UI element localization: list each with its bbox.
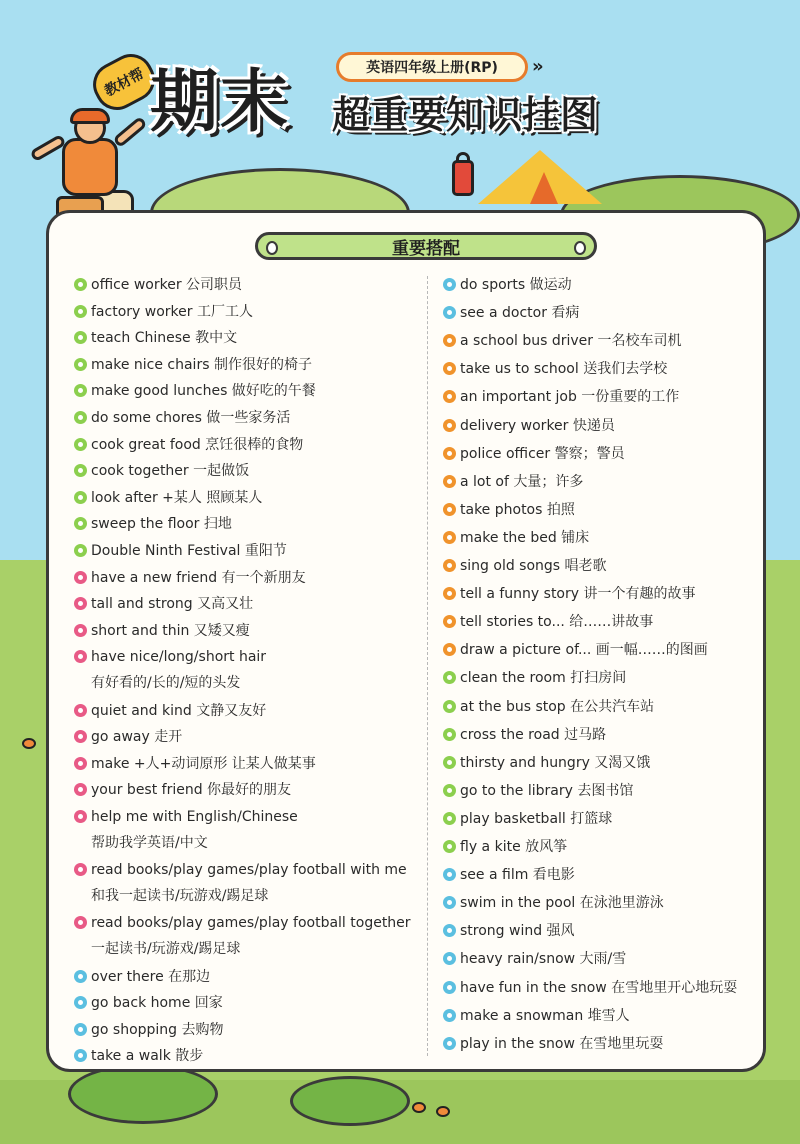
bullet-icon: [74, 491, 87, 504]
page-title: 期末: [150, 63, 291, 142]
list-item: [443, 441, 625, 467]
phrase-text: [91, 857, 407, 909]
bullet-icon: [74, 438, 87, 451]
list-item: [74, 405, 290, 431]
list-item: [74, 990, 223, 1016]
phrase-line: thirsty and hungry 又渴又饿: [460, 754, 651, 771]
phrase-line: tell stories to... 给……讲故事: [460, 614, 654, 631]
list-item: [74, 565, 306, 591]
phrase-line: an important job 一份重要的工作: [460, 389, 680, 406]
grade-label: 英语四年级上册(RP): [336, 52, 528, 82]
list-item: [74, 1017, 224, 1043]
phrase-line: see a doctor 看病: [460, 305, 580, 322]
list-item: [443, 609, 653, 635]
bullet-icon: [443, 334, 456, 347]
phrase-text: [460, 862, 575, 888]
phrase-text: [460, 609, 653, 635]
list-item: [74, 964, 210, 990]
bullet-icon: [74, 783, 87, 796]
bullet-icon: [443, 756, 456, 769]
phrase-line: strong wind 强风: [460, 923, 575, 940]
list-item: [74, 378, 316, 404]
list-item: [74, 432, 303, 458]
list-item: [443, 384, 679, 410]
bullet-icon: [74, 1049, 87, 1062]
bullet-icon: [443, 924, 456, 937]
list-item: [74, 724, 182, 750]
phrase-text: [91, 804, 298, 856]
phrase-text: [91, 432, 303, 458]
phrase-text: [91, 325, 237, 351]
tent-door: [530, 172, 558, 204]
bullet-icon: [443, 306, 456, 319]
bullet-icon: [74, 597, 87, 610]
lantern-icon: [452, 160, 474, 196]
phrase-line: quiet and kind 文静又友好: [91, 702, 267, 719]
list-item: [74, 804, 298, 856]
bullet-icon: [443, 1037, 456, 1050]
bullet-icon: [443, 671, 456, 684]
list-item: [74, 777, 291, 803]
bullet-icon: [443, 1009, 456, 1022]
phrase-line: cross the road 过马路: [460, 726, 607, 743]
phrase-text: [91, 378, 316, 404]
phrase-line: play basketball 打篮球: [460, 810, 613, 827]
phrase-line: office worker 公司职员: [91, 277, 243, 293]
phrase-text: [91, 1017, 224, 1043]
phrase-text: [460, 525, 589, 551]
list-item: [443, 525, 589, 551]
bullet-icon: [74, 358, 87, 371]
list-item: [443, 553, 607, 579]
phrase-line: short and thin 又矮又瘦: [91, 622, 250, 639]
phrase-line: tell a funny story 讲一个有趣的故事: [460, 586, 696, 603]
phrase-line: a school bus driver 一名校车司机: [460, 333, 682, 350]
list-item: [443, 778, 633, 804]
bullet-icon: [74, 650, 87, 663]
phrase-text: [460, 1031, 663, 1057]
list-item: [74, 272, 242, 298]
bullet-icon: [443, 728, 456, 741]
phrase-line: read books/play games/play football together: [91, 915, 411, 932]
list-item: [443, 918, 575, 944]
phrase-line: make nice chairs 制作很好的椅子: [91, 356, 312, 373]
phrase-text: [91, 352, 312, 378]
phrase-text: [91, 910, 411, 962]
bullet-icon: [443, 447, 456, 460]
bullet-icon: [443, 840, 456, 853]
phrase-text: [460, 694, 654, 720]
phrase-line: heavy rain/snow 大雨/雪: [460, 951, 627, 968]
phrase-line: take a walk 散步: [91, 1048, 204, 1065]
person-illustration-body: [62, 138, 118, 196]
bullet-icon: [74, 704, 87, 717]
bullet-icon: [443, 615, 456, 628]
phrase-text: [460, 637, 708, 663]
list-item: [74, 485, 262, 511]
bullet-icon: [443, 419, 456, 432]
bullet-icon: [74, 411, 87, 424]
list-item: [443, 665, 626, 691]
bullet-icon: [443, 531, 456, 544]
phrase-line: help me with English/Chinese: [91, 809, 298, 825]
list-item: [443, 1003, 630, 1029]
phrase-line: draw a picture of... 画一幅……的图画: [460, 642, 708, 659]
list-item: [443, 469, 583, 495]
phrase-text: [91, 299, 253, 325]
phrase-text: [460, 300, 579, 326]
phrase-text: [460, 975, 737, 1001]
egg-decoration: [22, 738, 36, 749]
phrase-text: [91, 565, 306, 591]
phrase-text: [460, 665, 626, 691]
phrase-text: [460, 834, 567, 860]
list-item: [74, 325, 237, 351]
bullet-icon: [74, 517, 87, 530]
phrase-translation: 有好看的/长的/短的头发: [91, 675, 241, 692]
phrase-text: [91, 724, 182, 750]
bullet-icon: [74, 384, 87, 397]
list-item: [443, 300, 579, 326]
bullet-icon: [74, 464, 87, 477]
list-item: [443, 750, 650, 776]
bullet-icon: [74, 1023, 87, 1036]
list-item: [74, 698, 266, 724]
bullet-icon: [443, 952, 456, 965]
phrase-line: tall and strong 又高又壮: [91, 596, 254, 613]
phrase-line: go to the library 去图书馆: [460, 782, 634, 799]
phrase-text: [460, 328, 682, 354]
list-item: [443, 328, 682, 354]
phrase-line: police officer 警察；警员: [460, 445, 625, 462]
phrase-line: make the bed 铺床: [460, 529, 590, 546]
phrase-text: [91, 405, 290, 431]
list-item: [74, 352, 312, 378]
list-item: [443, 862, 575, 888]
phrase-text: [91, 777, 291, 803]
bullet-icon: [443, 559, 456, 572]
bush-decoration: [290, 1076, 410, 1126]
phrase-text: [91, 591, 253, 617]
phrase-line: have fun in the snow 在雪地里开心地玩耍: [460, 979, 738, 996]
list-item: [74, 538, 287, 564]
phrase-line: have a new friend 有一个新朋友: [91, 569, 306, 586]
phrase-line: fly a kite 放风筝: [460, 839, 568, 855]
list-item: [443, 581, 695, 607]
phrase-line: take photos 拍照: [460, 501, 575, 518]
phrase-line: factory worker 工厂工人: [91, 303, 253, 320]
phrase-line: read books/play games/play football with me: [91, 862, 407, 879]
brand-badge: 教材帮: [85, 46, 162, 117]
bullet-icon: [74, 571, 87, 584]
phrase-text: [91, 698, 266, 724]
phrase-line: swim in the pool 在泳池里游泳: [460, 895, 664, 912]
phrase-line: sweep the floor 扫地: [91, 516, 232, 533]
bullet-icon: [443, 475, 456, 488]
phrase-line: cook great food 烹饪很棒的食物: [91, 436, 304, 453]
list-item: [443, 497, 575, 523]
phrase-text: [460, 441, 625, 467]
phrase-line: go back home 回家: [91, 995, 223, 1012]
list-item: [74, 751, 316, 777]
phrase-line: make a snowman 堆雪人: [460, 1007, 630, 1024]
phrase-text: [460, 581, 695, 607]
phrase-line: Double Ninth Festival 重阳节: [91, 543, 287, 559]
list-item: [74, 458, 249, 484]
list-item: [443, 946, 626, 972]
phrase-text: [91, 1043, 203, 1069]
phrase-line: a lot of 大量；许多: [460, 473, 584, 490]
phrase-line: go shopping 去购物: [91, 1021, 224, 1038]
bullet-icon: [74, 996, 87, 1009]
phrase-text: [91, 618, 250, 644]
bullet-icon: [443, 981, 456, 994]
bullet-icon: [74, 916, 87, 929]
list-item: [443, 806, 612, 832]
phrase-text: [460, 356, 667, 382]
phrase-line: do sports 做运动: [460, 277, 572, 293]
phrase-text: [460, 806, 612, 832]
bullet-icon: [443, 700, 456, 713]
list-item: [74, 511, 232, 537]
phrase-text: [460, 918, 575, 944]
bullet-icon: [443, 278, 456, 291]
bullet-icon: [443, 812, 456, 825]
list-item: [74, 299, 253, 325]
phrase-translation: 帮助我学英语/中文: [91, 835, 208, 851]
bullet-icon: [74, 757, 87, 770]
column-divider: [427, 276, 428, 1056]
bullet-icon: [443, 643, 456, 656]
phrase-text: [460, 946, 626, 972]
phrase-line: play in the snow 在雪地里玩耍: [460, 1035, 664, 1052]
phrase-translation: 和我一起读书/玩游戏/踢足球: [91, 888, 269, 905]
bullet-icon: [74, 810, 87, 823]
list-item: [443, 975, 737, 1001]
phrase-line: see a film 看电影: [460, 867, 575, 884]
phrase-line: take us to school 送我们去学校: [460, 361, 668, 378]
phrase-line: go away 走开: [91, 729, 183, 746]
list-item: [443, 834, 567, 860]
list-item: [443, 356, 667, 382]
phrase-line: your best friend 你最好的朋友: [91, 782, 292, 799]
phrase-line: at the bus stop 在公共汽车站: [460, 698, 655, 715]
phrase-line: cook together 一起做饭: [91, 463, 250, 480]
person-illustration-hat: [70, 108, 110, 124]
bullet-icon: [443, 362, 456, 375]
phrase-line: delivery worker 快递员: [460, 417, 615, 434]
phrase-text: [460, 722, 606, 748]
phrase-translation: 一起读书/玩游戏/踢足球: [91, 941, 241, 958]
list-item: [74, 910, 411, 962]
phrase-line: teach Chinese 教中文: [91, 330, 238, 347]
phrase-line: over there 在那边: [91, 968, 211, 985]
bullet-icon: [74, 305, 87, 318]
list-item: [443, 1031, 663, 1057]
phrase-text: [460, 384, 679, 410]
list-item: [443, 890, 664, 916]
egg-decoration: [412, 1102, 426, 1113]
list-item: [443, 694, 654, 720]
bullet-icon: [443, 503, 456, 516]
list-item: [443, 637, 708, 663]
phrase-line: have nice/long/short hair: [91, 649, 267, 666]
bullet-icon: [443, 868, 456, 881]
bullet-icon: [443, 784, 456, 797]
phrase-text: [460, 1003, 630, 1029]
list-item: [443, 722, 606, 748]
section-title: 重要搭配: [255, 232, 597, 260]
bullet-icon: [74, 544, 87, 557]
bullet-icon: [443, 896, 456, 909]
bullet-icon: [443, 390, 456, 403]
phrase-line: make good lunches 做好吃的午餐: [91, 383, 316, 400]
list-item: [74, 618, 250, 644]
phrase-line: clean the room 打扫房间: [460, 670, 627, 687]
phrase-text: [460, 413, 615, 439]
phrase-text: [460, 553, 607, 579]
phrase-text: [460, 469, 583, 495]
phrase-text: [91, 990, 223, 1016]
bullet-icon: [74, 278, 87, 291]
egg-decoration: [436, 1106, 450, 1117]
phrase-line: do some chores 做一些家务活: [91, 410, 291, 426]
phrase-text: [91, 511, 232, 537]
bullet-icon: [74, 863, 87, 876]
phrase-text: [460, 750, 650, 776]
list-item: [74, 591, 253, 617]
phrase-text: [460, 272, 572, 298]
arrow-icon: »: [532, 56, 544, 77]
phrase-text: [460, 497, 575, 523]
list-item: [74, 857, 407, 909]
list-item: [443, 413, 615, 439]
phrase-line: look after +某人 照顾某人: [91, 489, 263, 506]
page-subtitle: 超重要知识挂图: [332, 93, 599, 137]
phrase-line: sing old songs 唱老歌: [460, 558, 607, 574]
phrase-text: [91, 644, 266, 696]
phrase-text: [91, 751, 316, 777]
phrase-line: make +人+动词原形 让某人做某事: [91, 755, 316, 772]
bullet-icon: [74, 624, 87, 637]
list-item: [443, 272, 572, 298]
phrase-text: [460, 778, 633, 804]
list-item: [74, 644, 266, 696]
bullet-icon: [443, 587, 456, 600]
bush-decoration: [68, 1064, 218, 1124]
phrase-text: [91, 538, 287, 564]
bullet-icon: [74, 730, 87, 743]
phrase-text: [91, 964, 210, 990]
phrase-text: [91, 458, 249, 484]
phrase-text: [91, 485, 262, 511]
phrase-text: [460, 890, 664, 916]
bullet-icon: [74, 331, 87, 344]
bullet-icon: [74, 970, 87, 983]
phrase-text: [91, 272, 242, 298]
list-item: [74, 1043, 203, 1069]
